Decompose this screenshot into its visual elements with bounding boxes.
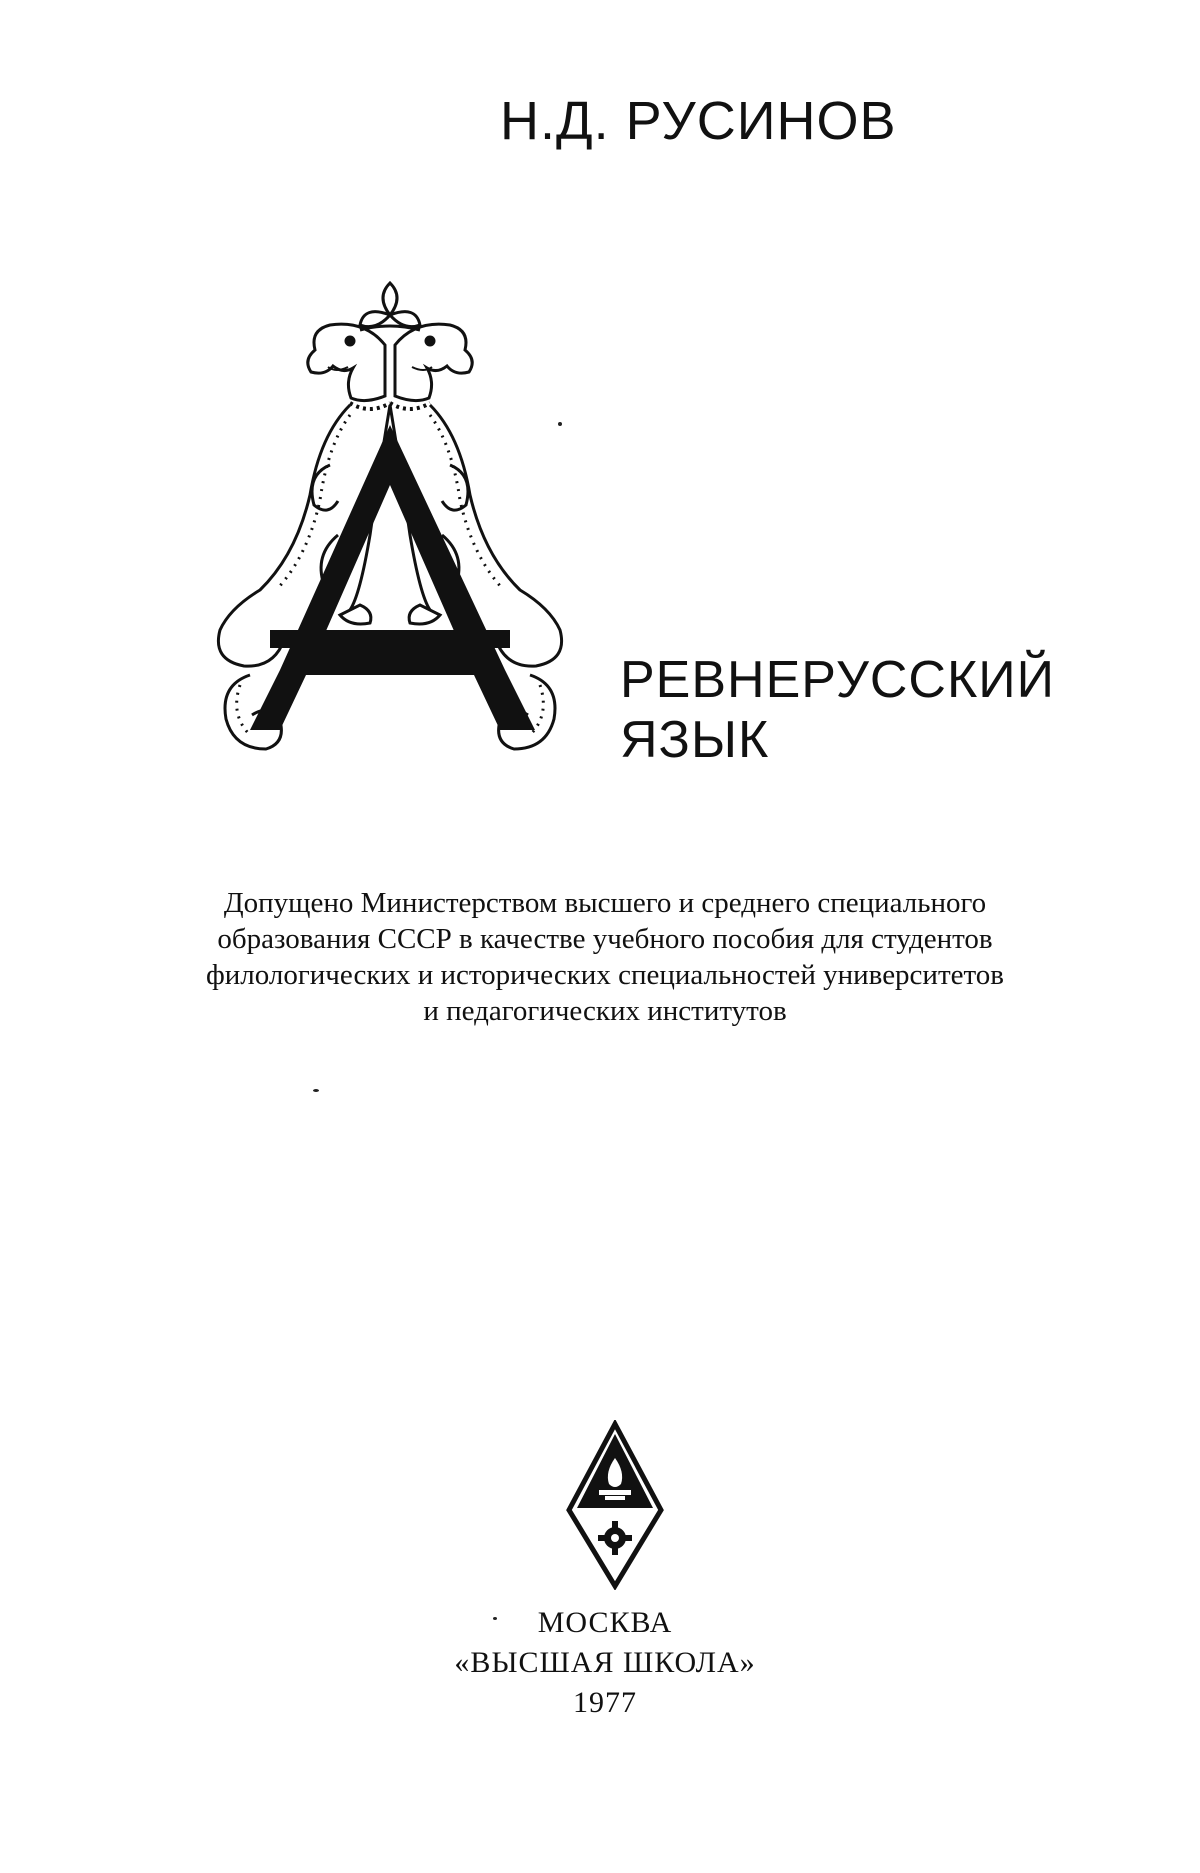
scan-speck (313, 1089, 319, 1092)
publisher-emblem-icon (565, 1420, 665, 1590)
scan-speck (493, 1617, 497, 1620)
imprint-publisher: «ВЫСШАЯ ШКОЛА» (454, 1646, 756, 1679)
scan-speck (558, 422, 562, 426)
imprint-year: 1977 (573, 1686, 637, 1719)
approval-line: Допущено Министерством высшего и среднего специального (223, 887, 987, 919)
imprint (400, 1603, 810, 1723)
ornamental-initial-icon (210, 275, 630, 795)
approval-statement (150, 885, 1060, 1029)
approval-line: и педагогических институтов (423, 995, 787, 1027)
author-name: Н.Д. РУСИНОВ (500, 91, 897, 151)
approval-line: филологических и исторических специальностей университетов (206, 959, 1004, 991)
title-line-2: ЯЗЫК (620, 711, 770, 769)
title-line-1: РЕВНЕРУССКИЙ (620, 651, 1056, 709)
imprint-city: МОСКВА (537, 1606, 673, 1639)
approval-line: образования СССР в качестве учебного пособия для студентов (217, 923, 993, 955)
